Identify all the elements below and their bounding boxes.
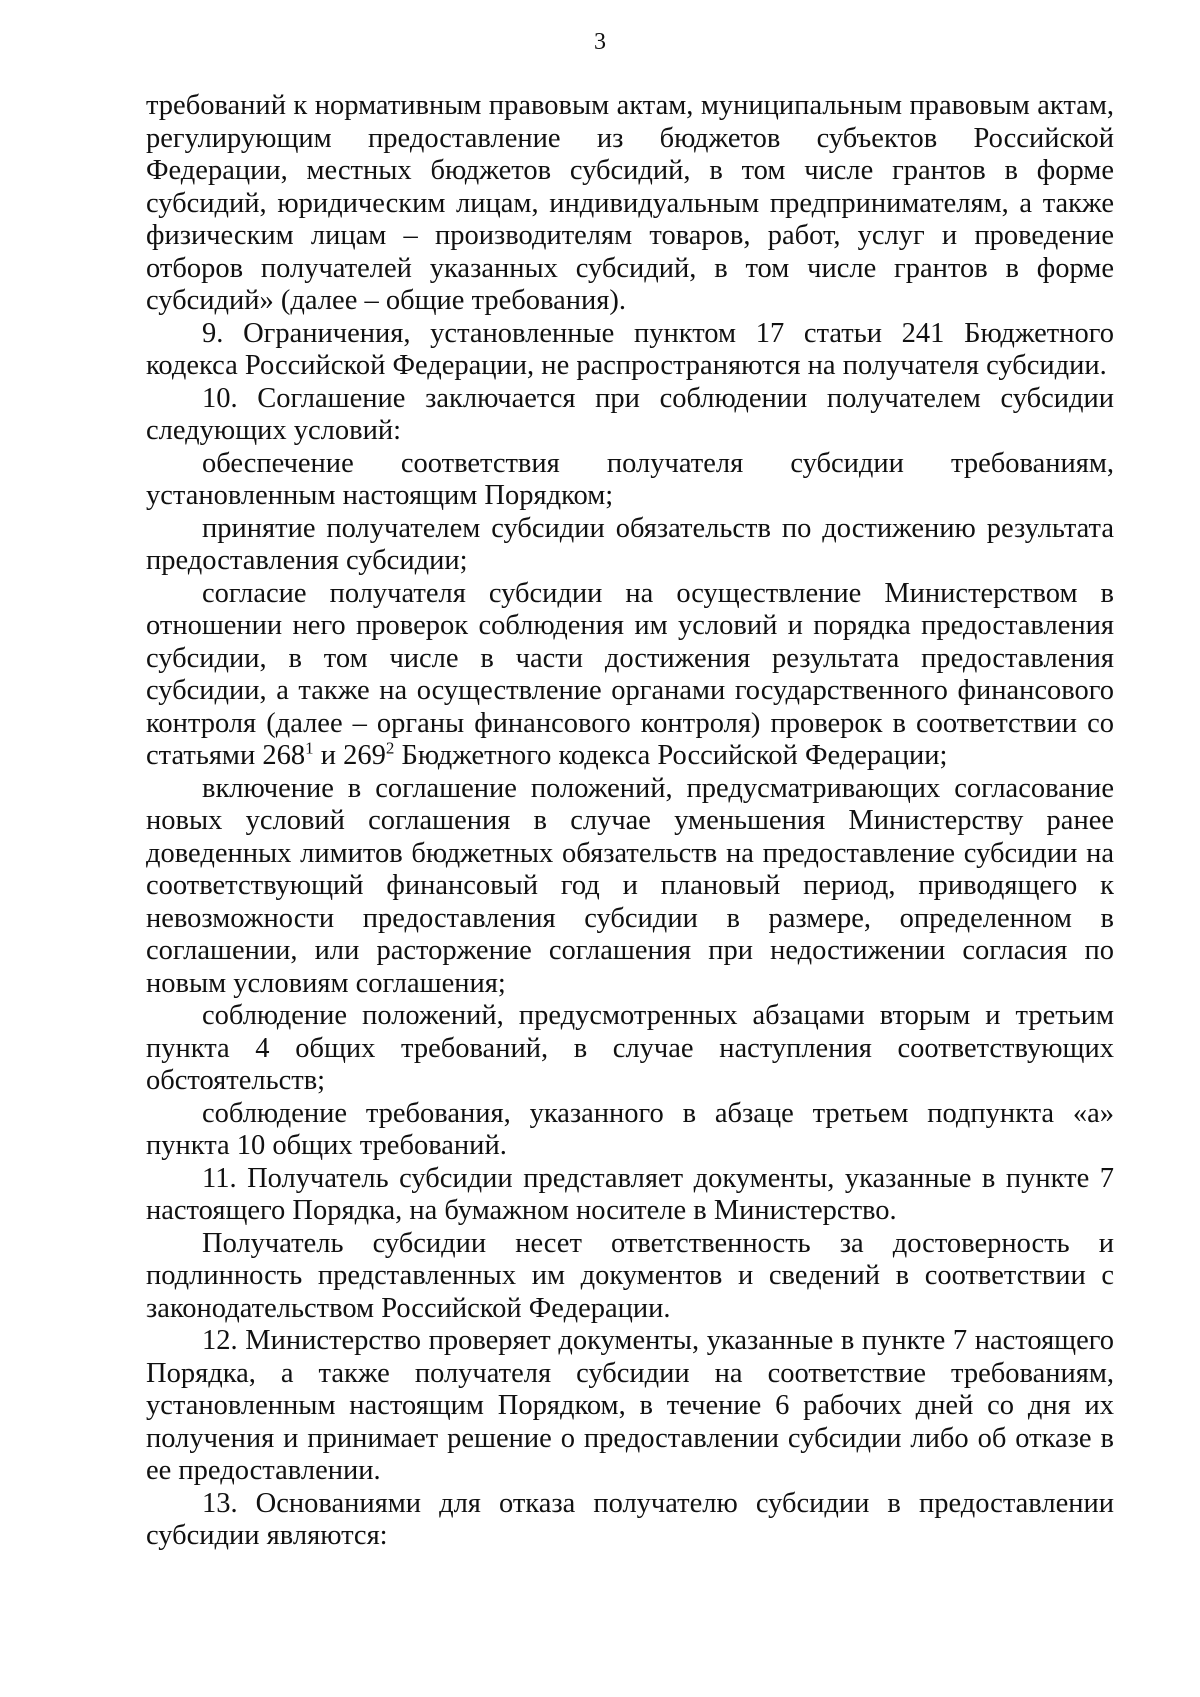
paragraph-general-requirements-continuation: требований к нормативным правовым актам, муниципальным правовым актам, регулирующим предоставление из бюджетов субъектов Российской Федерации, местных бюджетов субсидий, в том числе грантов в форме субсидий, юридическим лицам, индивидуальным предпринимателям, а также физическим лицам – производителям товаров, работ, услуг и проведение отборов получателей указанных субсидий, в том числе грантов в форме субсидий» (далее – общие требования). (146, 90, 1114, 316)
consent-text-b: и 269 (313, 740, 386, 771)
page-number: 3 (594, 29, 606, 55)
condition-consent-to-checks (146, 578, 1114, 773)
paragraph-10: 10. Соглашение заключается при соблюдении получателем субсидии следующих условий: (146, 382, 1114, 446)
condition-agreement-provisions: включение в соглашение положений, предусматривающих согласование новых условий соглашения в случае уменьшения Министерству ранее доведенных лимитов бюджетных обязательств на предоставление субсидии на соответствующий финансовый год и плановый период, приводящего к невозможности предоставления субсидии в размере, определенном в соглашении, или расторжение соглашения при недостижении согласия по новым условиям соглашения; (146, 772, 1114, 999)
condition-paragraph-4-provisions: соблюдение положений, предусмотренных абзацами вторым и третьим пункта 4 общих требований, в случае наступления соответствующих обстоятельств; (146, 1000, 1114, 1096)
paragraph-9: 9. Ограничения, установленные пунктом 17 статьи 241 Бюджетного кодекса Российской Федерации, не распространяются на получателя субсидии. (146, 317, 1114, 381)
superscript-1: 1 (305, 738, 314, 758)
paragraph-13: 13. Основаниями для отказа получателю субсидии в предоставлении субсидии являются: (146, 1487, 1114, 1551)
paragraph-11-responsibility: Получатель субсидии несет ответственность за достоверность и подлинность представленных им документов и сведений в соответствии с законодательством Российской Федерации. (146, 1227, 1114, 1324)
consent-text-c: Бюджетного кодекса Российской Федерации; (394, 740, 948, 771)
condition-compliance: обеспечение соответствия получателя субсидии требованиям, установленным настоящим Порядком; (146, 447, 1114, 511)
paragraph-12: 12. Министерство проверяет документы, указанные в пункте 7 настоящего Порядка, а также получателя субсидии на соответствие требованиям, установленным настоящим Порядком, в течение 6 рабочих дней со дня их получения и принимает решение о предоставлении субсидии либо об отказе в ее предоставлении. (146, 1325, 1114, 1486)
document-body (146, 90, 1114, 1553)
condition-paragraph-10-requirement: соблюдение требования, указанного в абзаце третьем подпункта «а» пункта 10 общих требований. (146, 1097, 1114, 1161)
consent-text-a: согласие получателя субсидии на осуществление Министерством в отношении него проверок соблюдения им условий и порядка предоставления субсидии, в том числе в части достижения результата предоставления субсидии, а также на осуществление органами государственного финансового контроля (далее – органы финансового контроля) проверок в соответствии со статьями 268 (146, 577, 1114, 771)
paragraph-11: 11. Получатель субсидии представляет документы, указанные в пункте 7 настоящего Порядка, на бумажном носителе в Министерство. (146, 1162, 1114, 1226)
superscript-2: 2 (385, 738, 395, 758)
condition-obligations: принятие получателем субсидии обязательств по достижению результата предоставления субсидии; (146, 512, 1114, 576)
